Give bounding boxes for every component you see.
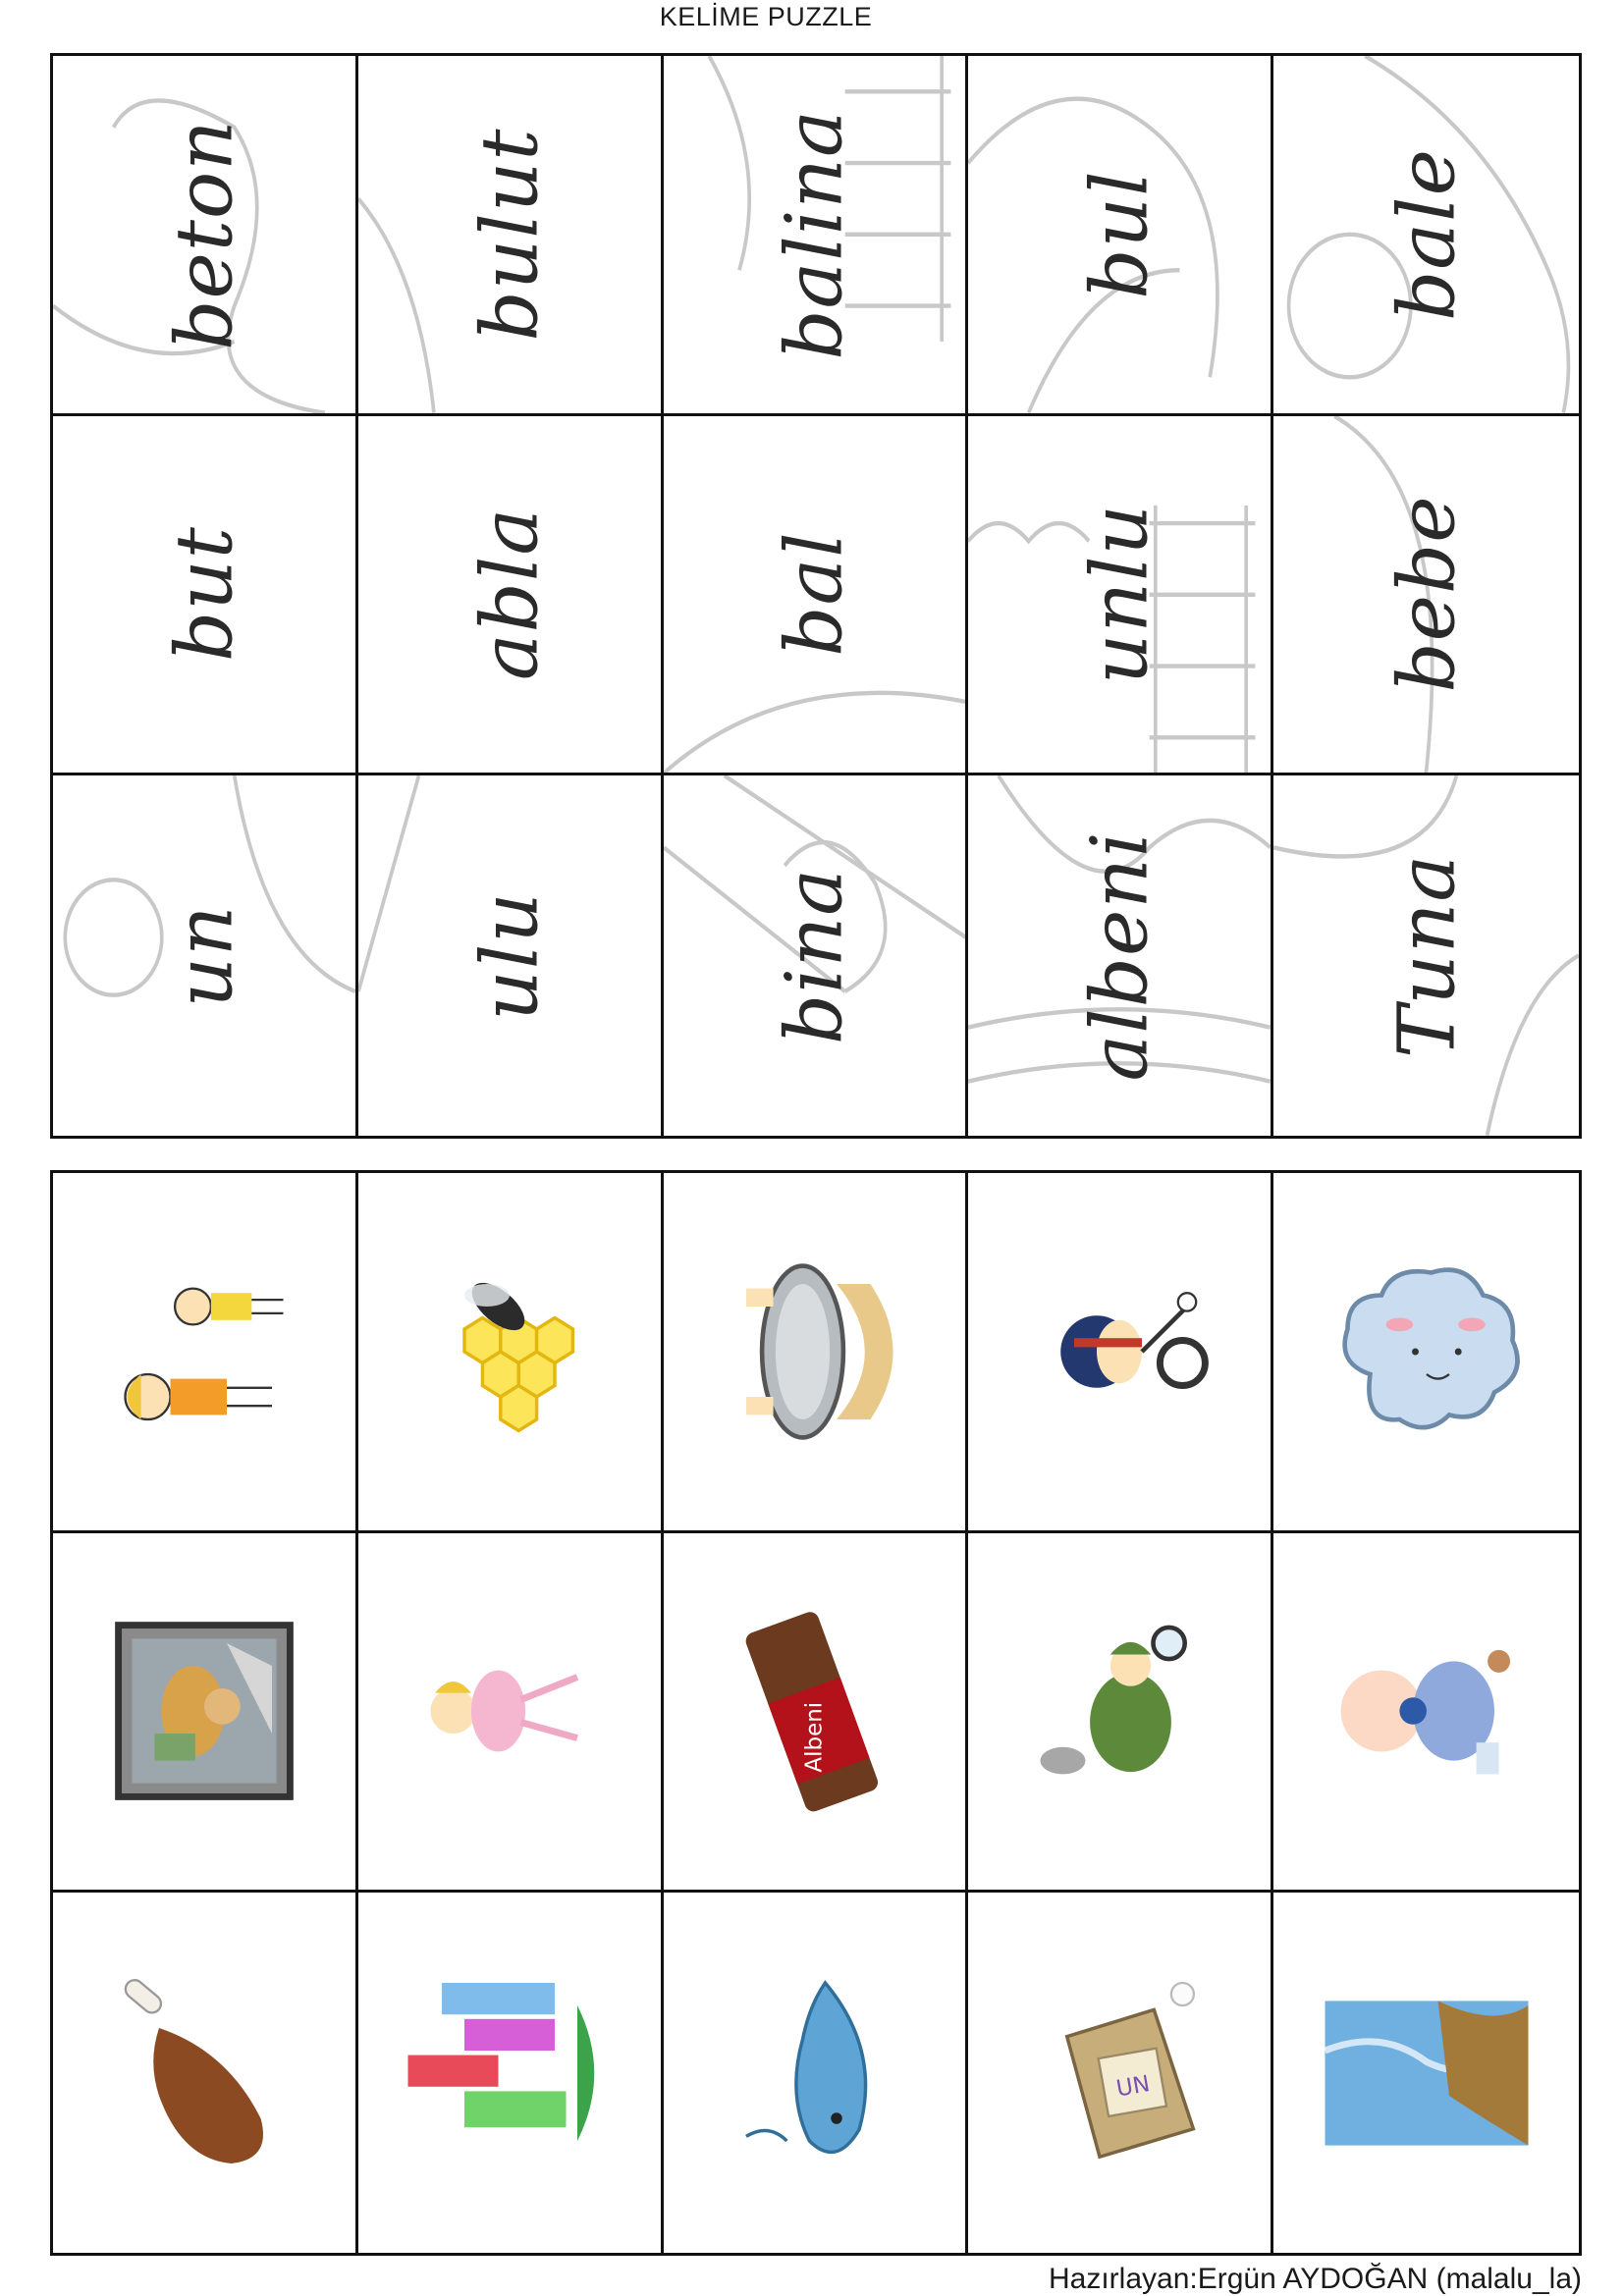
detective-icon [1006,1598,1232,1824]
chocolate-bar-icon [701,1598,927,1824]
river-gorge-icon [1314,1960,1540,2186]
word-card[interactable] [968,56,1273,416]
word-card[interactable] [358,416,664,776]
scooter-boy-icon [1006,1239,1232,1465]
author-credit: Hazırlayan:Ergün AYDOĞAN (malalu_la) [1049,2263,1582,2295]
picture-card[interactable] [1273,1893,1579,2253]
word-card[interactable] [358,56,664,416]
picture-card[interactable] [358,1893,664,2253]
picture-card[interactable] [1273,1533,1579,1894]
word-card[interactable] [1273,775,1579,1136]
word-card[interactable] [1273,416,1579,776]
word-card-grid [50,53,1582,1139]
word-card[interactable] [664,775,969,1136]
sack-label: UN [1114,2070,1153,2103]
word-label: albeni [1073,830,1165,1082]
cloud-icon [1314,1239,1540,1465]
word-label: bebe [1380,495,1473,694]
word-card[interactable] [968,775,1273,1136]
whale-icon [701,1960,927,2186]
word-card[interactable] [53,775,358,1136]
flour-sack-icon [1006,1960,1232,2186]
concrete-worker-icon [91,1598,317,1824]
bar-label: Albeni [801,1702,828,1774]
word-card[interactable] [1273,56,1579,416]
word-card[interactable] [53,416,358,776]
page-title: KELİME PUZZLE [659,2,873,31]
word-card[interactable] [664,56,969,416]
picture-card[interactable] [664,1533,969,1894]
word-label: ulu [463,890,556,1021]
word-card[interactable] [968,416,1273,776]
picture-card[interactable] [358,1173,664,1533]
word-label: un [158,904,250,1008]
word-label: bale [1380,147,1473,321]
drumstick-icon [91,1960,317,2186]
sieve-icon [701,1239,927,1465]
picture-card[interactable] [664,1173,969,1533]
picture-card-grid [50,1170,1582,2256]
word-label: Tuna [1380,853,1473,1058]
baby-icon [1314,1598,1540,1824]
word-label: bulut [463,128,556,342]
picture-card[interactable] [1273,1173,1579,1533]
picture-card[interactable] [358,1533,664,1894]
picture-card[interactable] [968,1893,1273,2253]
picture-card[interactable] [53,1533,358,1894]
picture-card[interactable] [968,1173,1273,1533]
sisters-icon [91,1239,317,1465]
word-label: bul [1073,170,1165,299]
word-card[interactable] [53,56,358,416]
picture-card[interactable] [53,1173,358,1533]
word-card[interactable] [664,416,969,776]
buildings-icon [397,1960,622,2186]
word-card[interactable] [358,775,664,1136]
honey-bee-icon [397,1239,622,1465]
ballerina-icon [397,1598,622,1824]
picture-card[interactable] [664,1893,969,2253]
word-label: balina [768,109,860,360]
word-label: abla [463,507,556,681]
word-label: but [158,526,250,663]
picture-card[interactable] [53,1893,358,2253]
word-label: unlu [1073,504,1165,685]
picture-card[interactable] [968,1533,1273,1894]
word-label: beton [158,119,250,350]
word-label: bal [768,531,860,658]
word-label: bina [768,867,860,1044]
